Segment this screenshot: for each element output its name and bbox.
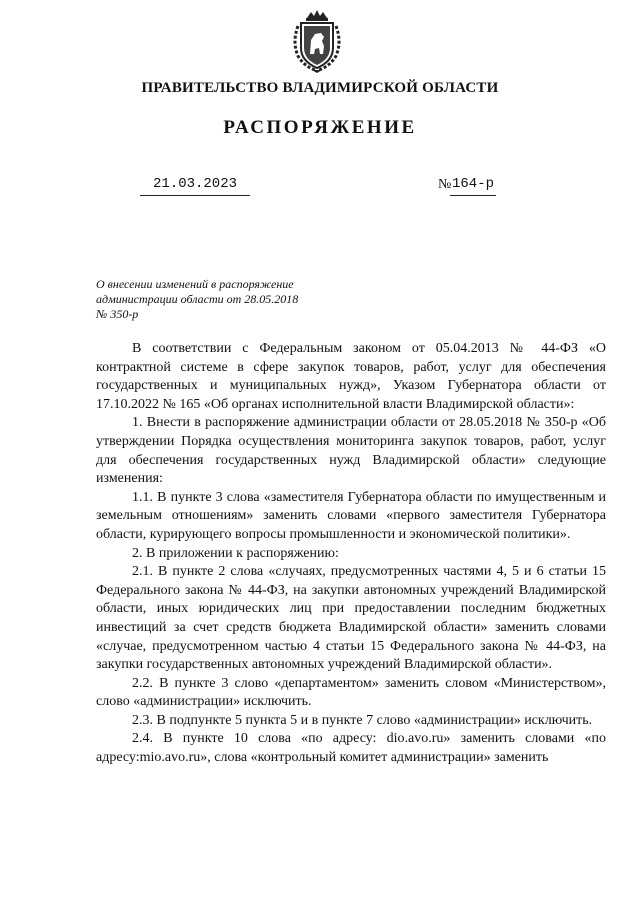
coat-of-arms-icon: [288, 8, 346, 74]
date-underline: [140, 195, 250, 196]
document-number: 164-р: [452, 176, 495, 192]
paragraph-2: 2. В приложении к распоряжению:: [132, 545, 339, 561]
subject-line: администрации области от 28.05.2018: [96, 292, 299, 306]
subject-line: № 350-р: [96, 307, 139, 321]
document-type-title: РАСПОРЯЖЕНИЕ: [223, 117, 417, 138]
number-sign: №: [438, 177, 452, 192]
organization-title: ПРАВИТЕЛЬСТВО ВЛАДИМИРСКОЙ ОБЛАСТИ: [141, 80, 499, 96]
paragraph-1: 1. Внести в распоряжение администрации области от 28.05.2018 № 350-р «Об утверждении Порядка осуществления мониторинга закупок товаров, работ, услуг для обеспечения государственных нужд Владимирской области» следующие изменения:: [96, 415, 606, 487]
document-body: [96, 340, 606, 768]
document-subject: [96, 277, 336, 322]
preamble-paragraph: В соответствии с Федеральным законом от 05.04.2013 № 44-ФЗ «О контрактной системе в сфере закупок товаров, работ, услуг для обеспечения государственных и муниципальных нужд», Указом Губернатора области от 17.10.2022 № 165 «Об органах исполнительной власти Владимирской области»:: [96, 341, 606, 412]
number-underline: [450, 195, 496, 196]
paragraph-2-3: 2.3. В подпункте 5 пункта 5 и в пункте 7 слово «администрации» исключить.: [132, 712, 593, 728]
subject-line: О внесении изменений в распоряжение: [96, 277, 294, 291]
paragraph-1-1: 1.1. В пункте 3 слова «заместителя Губернатора области по имущественным и земельным отношениям» заменить словами «первого заместителя Губернатора области, курирующего вопросы промышленности и экономической политики».: [96, 489, 606, 542]
paragraph-2-2: 2.2. В пункте 3 слово «департаментом» заменить словом «Министерством», слово «администрации» исключить.: [96, 675, 606, 710]
paragraph-2-4: 2.4. В пункте 10 слова «по адресу: dio.avo.ru» заменить словами «по адресу:mio.avo.ru», слова «контрольный комитет администрации» заменить: [96, 731, 606, 766]
paragraph-2-1: 2.1. В пункте 2 слова «случаях, предусмотренных частями 4, 5 и 6 статьи 15 Федерального закона № 44-ФЗ, на закупки автономных учреждений Владимирской области, иных юридических лиц при предоставлении последним бюджетных инвестиций за счет средств бюджета Владимирской области» заменить словами «случае, предусмотренном частью 4 статьи 15 Федерального закона № 44-ФЗ, на закупки государственных автономных учреждений Владимирской области».: [96, 564, 606, 673]
document-date: 21.03.2023: [152, 176, 237, 192]
